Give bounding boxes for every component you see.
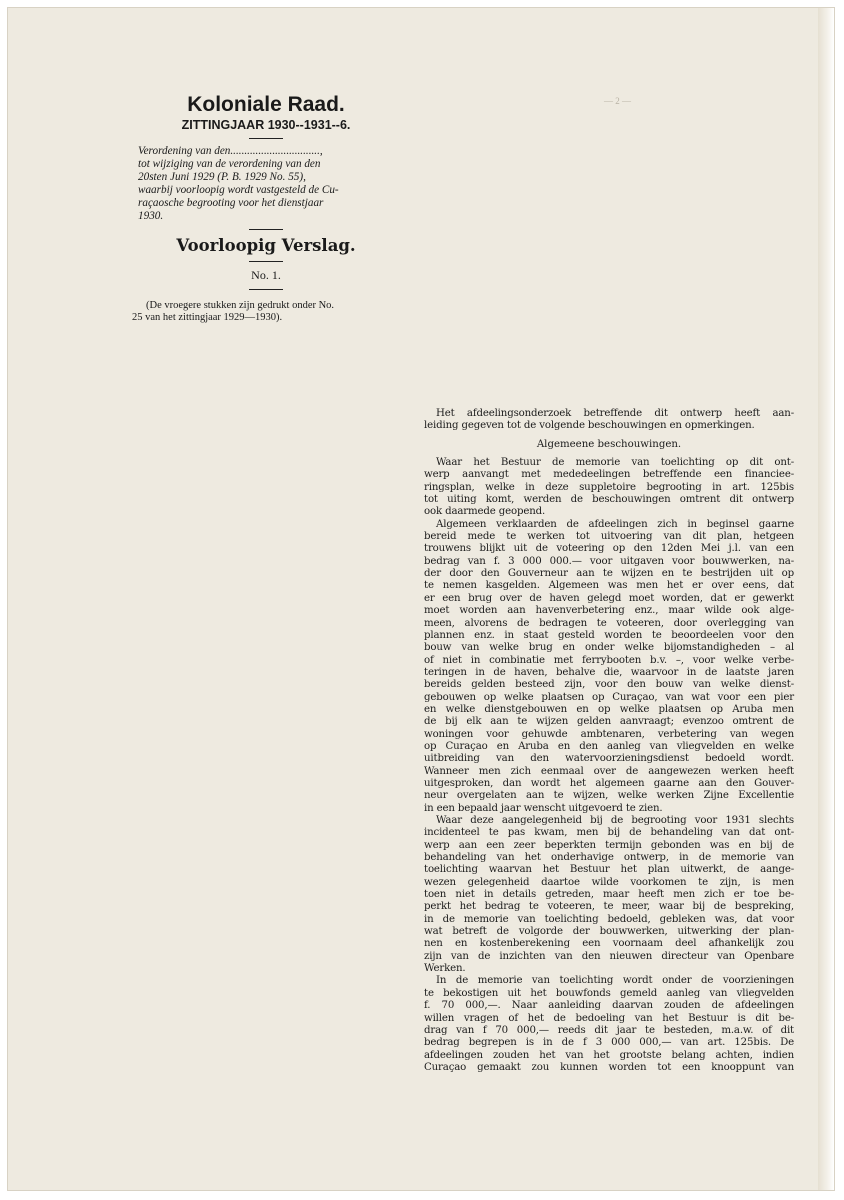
report-title: Voorloopig Verslag.: [176, 236, 356, 255]
text-line: op Curaçao en Aruba en den aanleg van vliegvelden en welke: [424, 740, 794, 752]
text-line: In de memorie van toelichting wordt onder de voorzieningen: [436, 975, 794, 987]
text-line: toen niet in details getreden, maar heeft men zich er toe be-: [424, 889, 794, 901]
text-line: f. 70 000,—. Naar aanleiding daarvan zouden de afdeelingen: [424, 1000, 794, 1012]
paragraph-airfields: [424, 975, 794, 1074]
note-line: 25 van het zittingjaar 1929—1930).: [132, 311, 283, 323]
text-line: wat betreft de volgorde der bouwwerken, uitwerking der plan-: [424, 926, 794, 938]
text-line: Wanneer men zich eenmaal over de aangewezen werken heeft: [424, 765, 794, 777]
subtitle-line: 20sten Juni 1929 (P. B. 1929 No. 55),: [138, 171, 306, 183]
divider: [249, 138, 283, 139]
text-line: bedrag begrepen is in de f 3 000 000,— van art. 125bis. De: [424, 1037, 794, 1049]
council-title: Koloniale Raad.: [187, 93, 345, 116]
text-line: incidenteel te pas kwam, men bij de behandeling van dat ont-: [424, 827, 794, 839]
text-line: en welke dienstgebouwen en op welke plaatsen op Aruba men: [424, 703, 794, 715]
text-line: Werken.: [424, 963, 466, 975]
text-line: ringsplan, welke in deze suppletoire begrooting in art. 125bis: [424, 481, 794, 493]
text-line: behandeling van het onderhavige ontwerp, in de memorie van: [424, 852, 794, 864]
text-line: teringen in de haven, behalve die, waarvoor in de laatste jaren: [424, 666, 794, 678]
section-heading: Algemeene beschouwingen.: [536, 438, 682, 450]
page-edge-shadow: [818, 8, 834, 1190]
text-line: te nemen kasgelden. Algemeen was men het er over eens, dat: [424, 580, 794, 592]
divider: [249, 229, 283, 230]
text-line: ook daarmede geopend.: [424, 506, 546, 518]
text-line: in een bepaald jaar wenscht uitgevoerd te zien.: [424, 802, 663, 814]
text-line: nen en kostenberekening een voornaam deel afhankelijk zou: [424, 938, 794, 950]
text-line: Algemeen verklaarden de afdeelingen zich in beginsel gaarne: [436, 518, 794, 530]
folio-number: — 2 —: [604, 96, 631, 106]
subtitle-line: Verordening van den................................,: [138, 145, 323, 157]
ordinance-description: [138, 145, 400, 223]
text-line: neur overgelaten aan te wijzen, welke werken Zijne Excellentie: [424, 790, 794, 802]
prior-documents-note: [132, 300, 400, 323]
intro-paragraph: [424, 408, 794, 433]
text-line: meen, alvorens de bedragen te voteeren, door overlegging van: [424, 617, 794, 629]
text-line: er een brug over de haven gelegd moet worden, dat er gewerkt: [424, 592, 794, 604]
text-line: uitbreiding van den watervoorzieningsdienst bedoeld wordt.: [424, 753, 794, 765]
session-year: ZITTINGJAAR 1930--1931--6.: [181, 118, 351, 132]
document-page: [8, 8, 834, 1190]
text-line: willen vragen of het de bedoeling van het Bestuur is dit be-: [424, 1012, 794, 1024]
text-line: drag van f 70 000,— reeds dit jaar te besteden, m.a.w. of dit: [424, 1024, 794, 1036]
text-line: leiding gegeven tot de volgende beschouwingen en opmerkingen.: [424, 420, 755, 432]
header-block: [132, 94, 400, 323]
text-line: moet worden aan havenverbetering enz., maar wilde ook alge-: [424, 605, 794, 617]
text-line: der door den Gouverneur aan te wijzen en te bestrijden uit op: [424, 568, 794, 580]
text-line: wezen gelegenheid daartoe wilde voorkomen te zijn, is men: [424, 876, 794, 888]
text-line: Het afdeelingsonderzoek betreffende dit ontwerp heeft aan-: [436, 408, 794, 419]
text-line: plannen enz. in staat gesteld worden te beoordeelen voor den: [424, 629, 794, 641]
text-line: of niet in combinatie met ferrybooten b.v. –, voor welke verbe-: [424, 654, 794, 666]
text-line: zijn van de inzichten van den nieuwen directeur van Openbare: [424, 950, 794, 962]
divider: [249, 289, 283, 290]
paragraph-general-agreement: [424, 519, 794, 815]
text-line: tot uiting komt, werden de beschouwingen omtrent dit ontwerp: [424, 494, 794, 506]
text-line: bereid mede te werken tot uitvoering van dit plan, hetgeen: [424, 531, 794, 543]
subtitle-line: 1930.: [138, 210, 164, 222]
subtitle-line: tot wijziging van de verordening van den: [138, 158, 321, 170]
report-body: [424, 408, 794, 1074]
paragraph-financing-plan: [424, 457, 794, 519]
text-line: Waar het Bestuur de memorie van toelichting op dit ont-: [436, 457, 794, 469]
text-line: afdeelingen zouden het van het grootste belang achten, indien: [424, 1049, 794, 1061]
text-line: bereids gelden besteed zijn, voor den bouw van welke dienst-: [424, 679, 794, 691]
text-line: woningen voor gehuwde ambtenaren, verbetering van wegen: [424, 728, 794, 740]
text-line: bouw van welke brug en onder welke bijomstandigheden – al: [424, 642, 794, 654]
text-line: in de memorie van toelichting bedoeld, gebleken was, dat voor: [424, 913, 794, 925]
text-line: werp aan een zeer beperkten termijn gebonden was en bij de: [424, 839, 794, 851]
text-line: uitgesproken, dan wordt het algemeen gaarne aan den Gouver-: [424, 777, 794, 789]
text-line: trouwens blijkt uit de voteering op den 12den Mei j.l. van een: [424, 543, 794, 555]
text-line: te bekostigen uit het bouwfonds gemeld aanleg van vliegvelden: [424, 987, 794, 999]
text-line: toelichting waarvan het Bestuur het plan uitwerkt, de aange-: [424, 864, 794, 876]
subtitle-line: waarbij voorloopig wordt vastgesteld de Cu-: [138, 184, 339, 196]
report-number: No. 1.: [251, 268, 281, 282]
note-line: (De vroegere stukken zijn gedrukt onder No.: [146, 300, 335, 311]
text-line: bedrag van f. 3 000 000.— voor uitgaven voor bouwwerken, na-: [424, 555, 794, 567]
text-line: Waar deze aangelegenheid bij de begrooting voor 1931 slechts: [436, 815, 794, 826]
paragraph-budget-1931: [424, 815, 794, 975]
subtitle-line: raçaosche begrooting voor het dienstjaar: [138, 197, 324, 209]
text-line: perkt het bedrag te voteeren, te meer, waar bij de bespreking,: [424, 901, 794, 913]
divider: [249, 261, 283, 262]
text-line: werp aanvangt met mededeelingen betreffende een financiee-: [424, 469, 794, 481]
text-line: de bij elk aan te wijzen gelden aanvraagt; evenzoo omtrent de: [424, 716, 794, 728]
text-line: gebouwen op welke plaatsen op Curaçao, van wat voor een pier: [424, 691, 794, 703]
text-line: Curaçao gemaakt zou kunnen worden tot een knooppunt van: [424, 1061, 794, 1073]
